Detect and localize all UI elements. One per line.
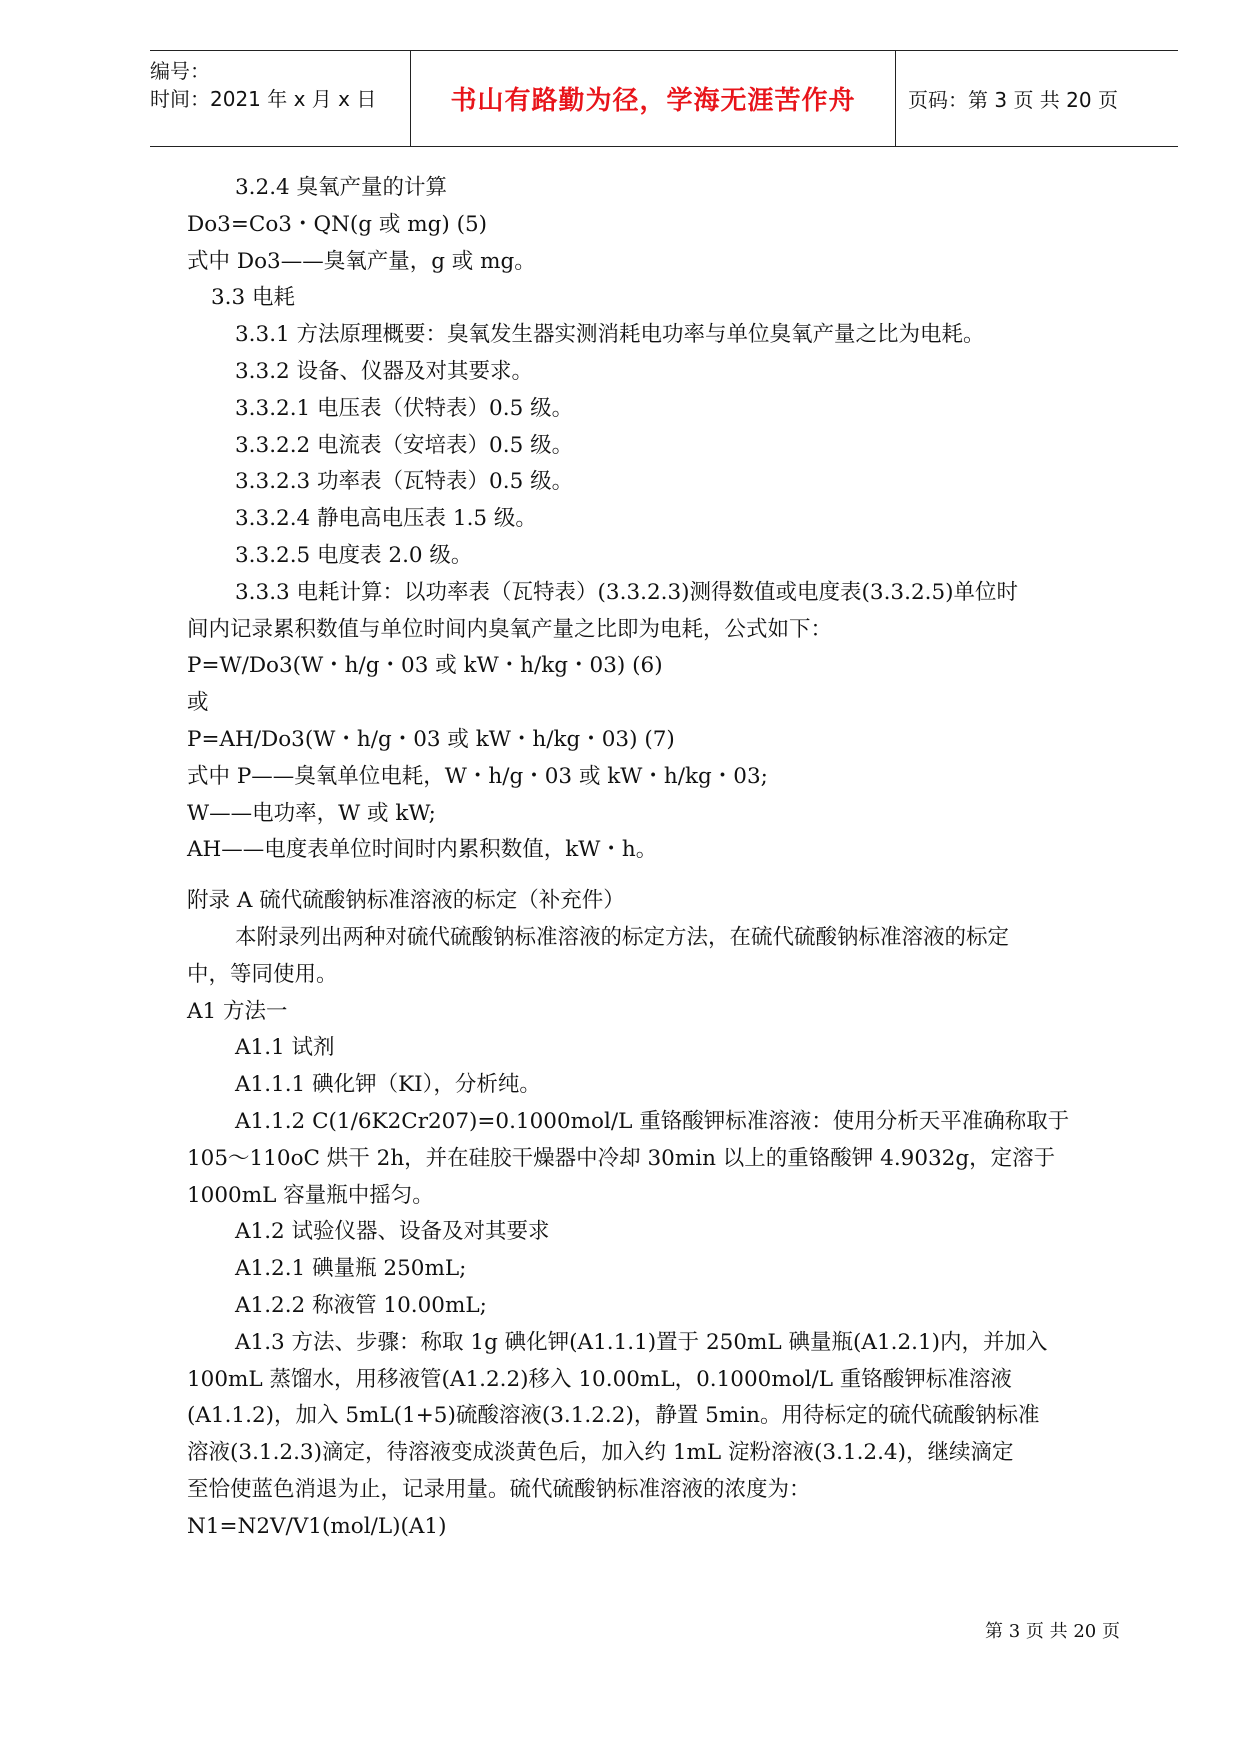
formula-line: Do3=Co3・QN(g 或 mg) (5)	[187, 211, 488, 237]
page-footer: 第 3 页 共 20 页	[985, 1621, 1120, 1642]
definition-line: AH——电度表单位时间时内累积数值，kW・h。	[187, 837, 658, 863]
formula-line: P=W/Do3(W・h/g・03 或 kW・h/kg・03) (6)	[187, 653, 663, 679]
header-info	[150, 51, 410, 146]
section-heading: A1.1 试剂	[235, 1035, 335, 1061]
paragraph-line: 1000mL 容量瓶中摇匀。	[187, 1182, 434, 1208]
section-heading: A1 方法一	[187, 998, 288, 1024]
paragraph-line: 间内记录累积数值与单位时间内臭氧产量之比即为电耗，公式如下：	[187, 616, 833, 642]
formula-line: P=AH/Do3(W・h/g・03 或 kW・h/kg・03) (7)	[187, 726, 675, 752]
list-item: 3.3.2.2 电流表（安培表）0.5 级。	[235, 432, 574, 458]
section-heading: 3.3 电耗	[211, 285, 296, 311]
header-page-number: 页码：第 3 页 共 20 页	[908, 88, 1118, 112]
definition-line: W——电功率，W 或 kW;	[187, 800, 436, 826]
paragraph-line: A1.3 方法、步骤：称取 1g 碘化钾(A1.1.1)置于 250mL 碘量瓶(A1.2.1)内，并加入	[235, 1329, 1048, 1355]
header-motto: 书山有路勤为径，学海无涯苦作舟	[410, 51, 896, 146]
section-heading: A1.2 试验仪器、设备及对其要求	[235, 1219, 550, 1245]
page-header	[150, 50, 1178, 147]
paragraph-line: 溶液(3.1.2.3)滴定，待溶液变成淡黄色后，加入约 1mL 淀粉溶液(3.1.2.4)，继续滴定	[187, 1440, 1014, 1466]
list-item: 3.3.2.3 功率表（瓦特表）0.5 级。	[235, 469, 574, 495]
paragraph-line: 中，等同使用。	[187, 961, 338, 987]
document-code-label: 编号：	[150, 59, 210, 83]
paragraph-line: 100mL 蒸馏水，用移液管(A1.2.2)移入 10.00mL，0.1000mol/L 重铬酸钾标准溶液	[187, 1366, 1012, 1392]
document-time-label: 时间：2021 年 x 月 x 日	[150, 87, 377, 111]
paragraph-line: 105～110oC 烘干 2h，并在硅胶干燥器中冷却 30min 以上的重铬酸钾 4.9032g，定溶于	[187, 1145, 1056, 1171]
list-item: 3.3.2.5 电度表 2.0 级。	[235, 542, 473, 568]
paragraph-line: A1.1.2 C(1/6K2Cr207)=0.1000mol/L 重铬酸钾标准溶液：使用分析天平准确称取于	[235, 1108, 1070, 1134]
paragraph-line: 或	[187, 690, 209, 716]
list-item: A1.2.1 碘量瓶 250mL;	[235, 1256, 467, 1282]
paragraph-line: 3.3.3 电耗计算：以功率表（瓦特表）(3.3.2.3)测得数值或电度表(3.3.2.5)单位时	[235, 579, 1019, 605]
paragraph-gap	[187, 869, 1147, 883]
list-item: 3.3.2.4 静电高电压表 1.5 级。	[235, 506, 537, 532]
paragraph-line: 本附录列出两种对硫代硫酸钠标准溶液的标定方法，在硫代硫酸钠标准溶液的标定	[235, 924, 1010, 950]
list-item: A1.1.1 碘化钾（KI），分析纯。	[235, 1072, 541, 1098]
paragraph-line: 3.3.1 方法原理概要：臭氧发生器实测消耗电功率与单位臭氧产量之比为电耗。	[235, 322, 985, 348]
list-item: A1.2.2 称液管 10.00mL;	[235, 1292, 487, 1318]
paragraph-line: 3.3.2 设备、仪器及对其要求。	[235, 358, 534, 384]
section-heading: 3.2.4 臭氧产量的计算	[235, 175, 448, 200]
definition-line: 式中 Do3——臭氧产量，g 或 mg。	[187, 248, 536, 274]
appendix-heading: 附录 A 硫代硫酸钠标准溶液的标定（补充件）	[187, 888, 625, 914]
list-item: 3.3.2.1 电压表（伏特表）0.5 级。	[235, 395, 574, 421]
paragraph-line: (A1.1.2)，加入 5mL(1+5)硫酸溶液(3.1.2.2)，静置 5min。用待标定的硫代硫酸钠标准	[187, 1403, 1040, 1429]
formula-line: N1=N2V/V1(mol/L)(A1)	[187, 1513, 447, 1539]
paragraph-line: 至恰使蓝色消退为止，记录用量。硫代硫酸钠标准溶液的浓度为：	[187, 1476, 811, 1502]
document-body	[187, 170, 1147, 1545]
definition-line: 式中 P——臭氧单位电耗，W・h/g・03 或 kW・h/kg・03;	[187, 763, 768, 789]
